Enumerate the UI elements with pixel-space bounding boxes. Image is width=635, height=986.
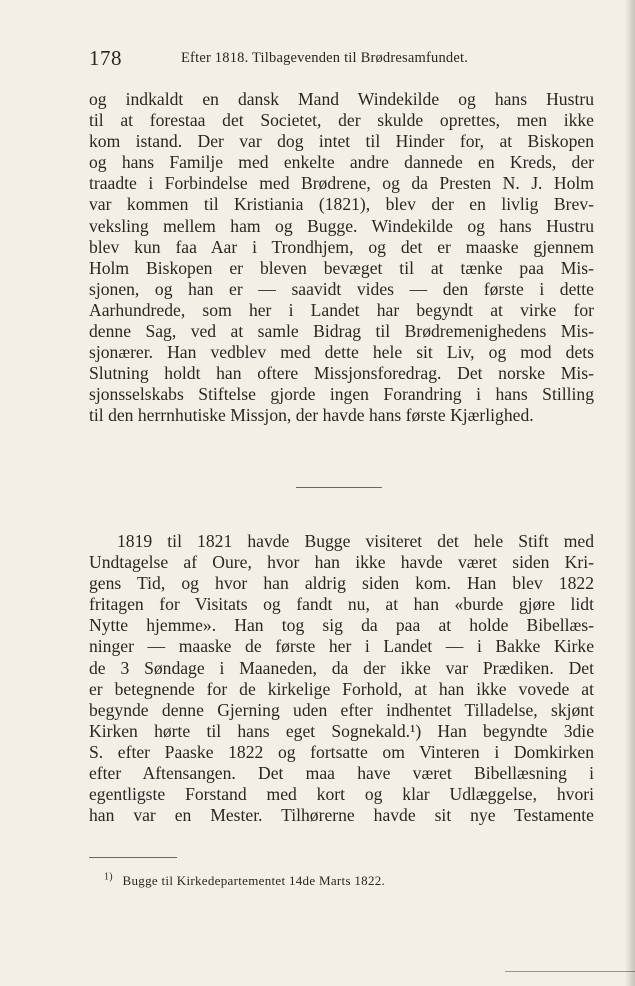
page-edge-line — [505, 971, 635, 972]
page-number: 178 — [89, 46, 122, 70]
footnote-text: Bugge til Kirkedepartementet 14de Marts 1822. — [122, 873, 386, 888]
text-line: kom istand. Der var dog intet til Hinder for, at Biskopen — [89, 131, 594, 152]
text-line: Nytte hjemme». Han tog sig da paa at holde Bibellæs- — [89, 615, 594, 636]
text-line: sjonen, og han er — saavidt vides — den første i dette — [89, 278, 594, 299]
paragraph-1 — [89, 89, 594, 427]
page-header — [89, 46, 529, 70]
text-line: veksling mellem ham og Bugge. Windekilde og hans Hustru — [89, 215, 594, 236]
text-line: Undtagelse af Oure, hvor han ikke havde været siden Kri- — [89, 552, 594, 573]
page-edge-shadow — [625, 0, 635, 986]
text-line: begynde denne Gjerning uden efter indhentet Tilladelse, skjønt — [89, 699, 594, 720]
text-line: gens Tid, og hvor han aldrig siden kom. Han blev 1822 — [89, 573, 594, 594]
text-line: ninger — maaske de første her i Landet — i Bakke Kirke — [89, 636, 594, 657]
text-line: egentligste Forstand med kort og klar Udlæggelse, hvori — [89, 784, 594, 805]
text-line: og indkaldt en dansk Mand Windekilde og hans Hustru — [89, 89, 594, 109]
paragraph-2 — [89, 531, 594, 826]
text-line: til den herrnhutiske Missjon, der havde hans første Kjærlighed. — [89, 405, 534, 426]
text-line: han var en Mester. Tilhørerne havde sit nye Testamente — [89, 805, 594, 826]
text-line: sjonsselskabs Stiftelse gjorde ingen Forandring i hans Stilling — [89, 384, 594, 405]
text-line: til at forestaa det Societet, der skulde oprettes, men ikke — [89, 110, 594, 131]
footnote — [104, 873, 385, 889]
text-line: Holm Biskopen er bleven bevæget til at tænke paa Mis- — [89, 257, 594, 278]
running-head: Efter 1818. Tilbagevenden til Brødresamfundet. — [181, 50, 469, 66]
text-line: sjonærer. Han vedblev med dette hele sit Liv, og mod dets — [89, 342, 594, 363]
text-line: Slutning holdt han oftere Missjonsforedrag. Det norske Mis- — [89, 363, 594, 384]
text-line: blev kun faa Aar i Trondhjem, og det er maaske gjennem — [89, 236, 594, 257]
text-line: er betegnende for de kirkelige Forhold, at han ikke vovede at — [89, 678, 594, 699]
text-line: S. efter Paaske 1822 og fortsatte om Vinteren i Domkirken — [89, 741, 594, 762]
text-line: og hans Familje med enkelte andre dannede en Kreds, der — [89, 152, 594, 173]
text-line: var kommen til Kristiania (1821), blev der en livlig Brev- — [89, 194, 594, 215]
text-line: traadte i Forbindelse med Brødrene, og da Presten N. J. Holm — [89, 173, 594, 194]
footnote-marker: 1) — [104, 871, 113, 883]
text-line: Aarhundrede, som her i Landet har begyndt at virke for — [89, 299, 594, 320]
text-line: 1819 til 1821 havde Bugge visiteret det hele Stift med — [117, 531, 594, 551]
text-line: fritagen for Visitats og fandt nu, at han «burde gjøre lidt — [89, 594, 594, 615]
text-line: Kirken hørte til hans eget Sognekald.¹) Han begyndte 3die — [89, 720, 594, 741]
section-divider — [296, 487, 382, 488]
text-line: de 3 Søndage i Maaneden, da der ikke var Prædiken. Det — [89, 657, 594, 678]
text-line: efter Aftensangen. Det maa have været Bibellæsning i — [89, 763, 594, 784]
text-line: denne Sag, ved at samle Bidrag til Brødremenighedens Mis- — [89, 321, 594, 342]
footnote-rule — [89, 857, 177, 858]
